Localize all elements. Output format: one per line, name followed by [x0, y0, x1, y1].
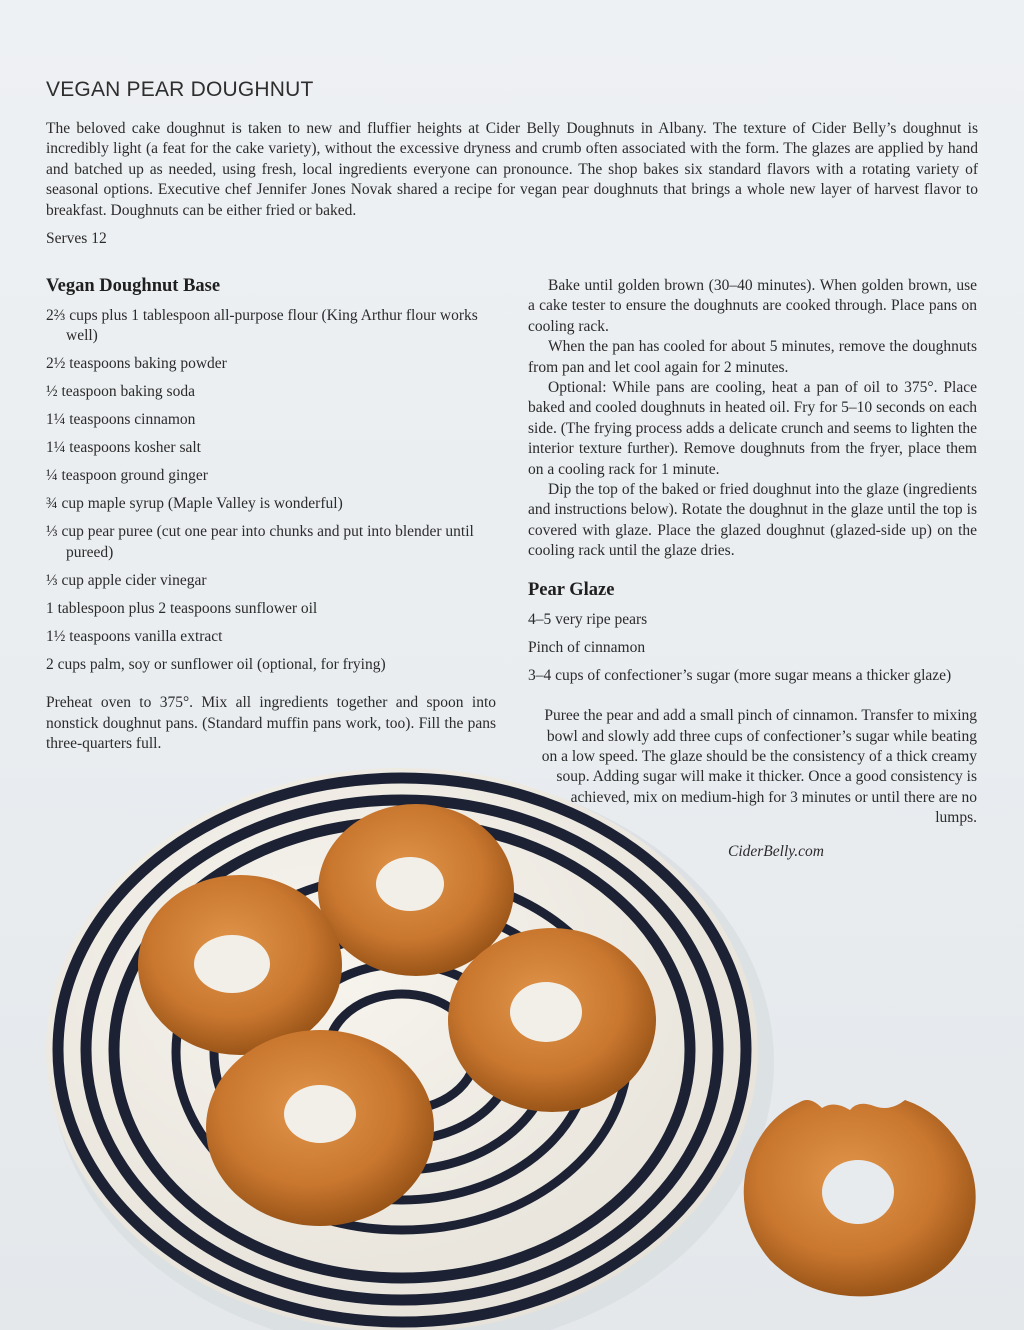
ingredient: ¾ cup maple syrup (Maple Valley is wonderful)	[46, 495, 343, 513]
doughnut-bottom	[206, 1030, 434, 1226]
ingredient: 2 cups palm, soy or sunflower oil (optional, for frying)	[46, 655, 386, 673]
bitten-doughnut	[744, 1100, 976, 1296]
ingredient: 1½ teaspoons vanilla extract	[46, 627, 223, 645]
ingredient: 3–4 cups of confectioner’s sugar (more sugar means a thicker glaze)	[528, 666, 952, 684]
base-heading: Vegan Doughnut Base	[46, 276, 221, 296]
ingredient: 1¼ teaspoons cinnamon	[46, 411, 196, 429]
doughnut-plate-photo	[0, 740, 1024, 1330]
step-paragraph: Optional: While pans are cooling, heat a pan of oil to 375°. Place baked and cooled doughnuts in heated oil. Fry for 5–10 seconds on each side. (The frying process adds a delicate crunch and seems to lighten the interior texture further). Remove doughnuts from the fryer, place them on a cooling rack for 1 minute.	[528, 379, 977, 478]
left-column	[46, 276, 496, 754]
ingredient: 2⅔ cups plus 1 tablespoon all-purpose flour (King Arthur flour works well)	[46, 307, 478, 345]
ingredient: 1¼ teaspoons kosher salt	[46, 439, 201, 457]
ingredient: ¼ teaspoon ground ginger	[46, 467, 208, 485]
base-ingredients	[46, 306, 496, 675]
glaze-heading: Pear Glaze	[528, 579, 615, 600]
doughnut-right	[448, 928, 656, 1112]
ingredient: 2½ teaspoons baking powder	[46, 355, 227, 373]
ingredient: ⅓ cup pear puree (cut one pear into chunks and put into blender until pureed)	[46, 523, 474, 561]
step-paragraph: When the pan has cooled for about 5 minutes, remove the doughnuts from pan and let cool again for 2 minutes.	[528, 338, 977, 376]
intro-paragraph: The beloved cake doughnut is taken to new and fluffier heights at Cider Belly Doughnuts in Albany. The texture of Cider Belly’s doughnut is incredibly light (a feat for the cake variety), without the excessive dryness and crumb often associated with the form. The glazes are applied by hand and batched up as needed, using fresh, local ingredients everyone can pronounce. The shop bakes six standard flavors with a rotating variety of seasonal options. Executive chef Jennifer Jones Novak shared a recipe for vegan pear doughnuts that brings a whole new layer of harvest flavor to breakfast. Doughnuts can be either fried or baked.	[46, 120, 978, 219]
ingredient: ⅓ cup apple cider vinegar	[46, 571, 207, 589]
serves-count: Serves 12	[46, 230, 107, 247]
glaze-method: Puree the pear and add a small pinch of cinnamon. Transfer to mixing bowl and slowly add three cups of confectioner’s sugar while beating on a low speed. The glaze should be the consistency of a thick creamy soup. Adding sugar will make it thicker. Once a good consistency is achieved, mix on medium-high for 3 minutes or until there are no lumps.	[541, 707, 977, 827]
page-title: VEGAN PEAR DOUGHNUT	[46, 78, 314, 101]
ingredient: Pinch of cinnamon	[528, 638, 646, 656]
base-method: Preheat oven to 375°. Mix all ingredients together and spoon into nonstick doughnut pans. (Standard muffin pans work, too). Fill the pans three-quarters full.	[46, 694, 496, 753]
step-paragraph: Dip the top of the baked or fried doughnut into the glaze (ingredients and instructions below). Rotate the doughnut in the glaze until the top is covered with glaze. Place the glazed doughnut (glazed-side up) on the cooling rack until the glaze dries.	[528, 481, 977, 560]
doughnut-left	[138, 875, 342, 1055]
ingredient: ½ teaspoon baking soda	[46, 383, 195, 401]
ingredient: 4–5 very ripe pears	[528, 610, 648, 628]
website-credit: CiderBelly.com	[728, 843, 824, 860]
step-paragraph: Bake until golden brown (30–40 minutes). When golden brown, use a cake tester to ensure the doughnuts are cooked through. Place pans on cooling rack.	[528, 277, 977, 335]
glaze-ingredients	[528, 610, 977, 686]
ingredient: 1 tablespoon plus 2 teaspoons sunflower oil	[46, 599, 318, 617]
